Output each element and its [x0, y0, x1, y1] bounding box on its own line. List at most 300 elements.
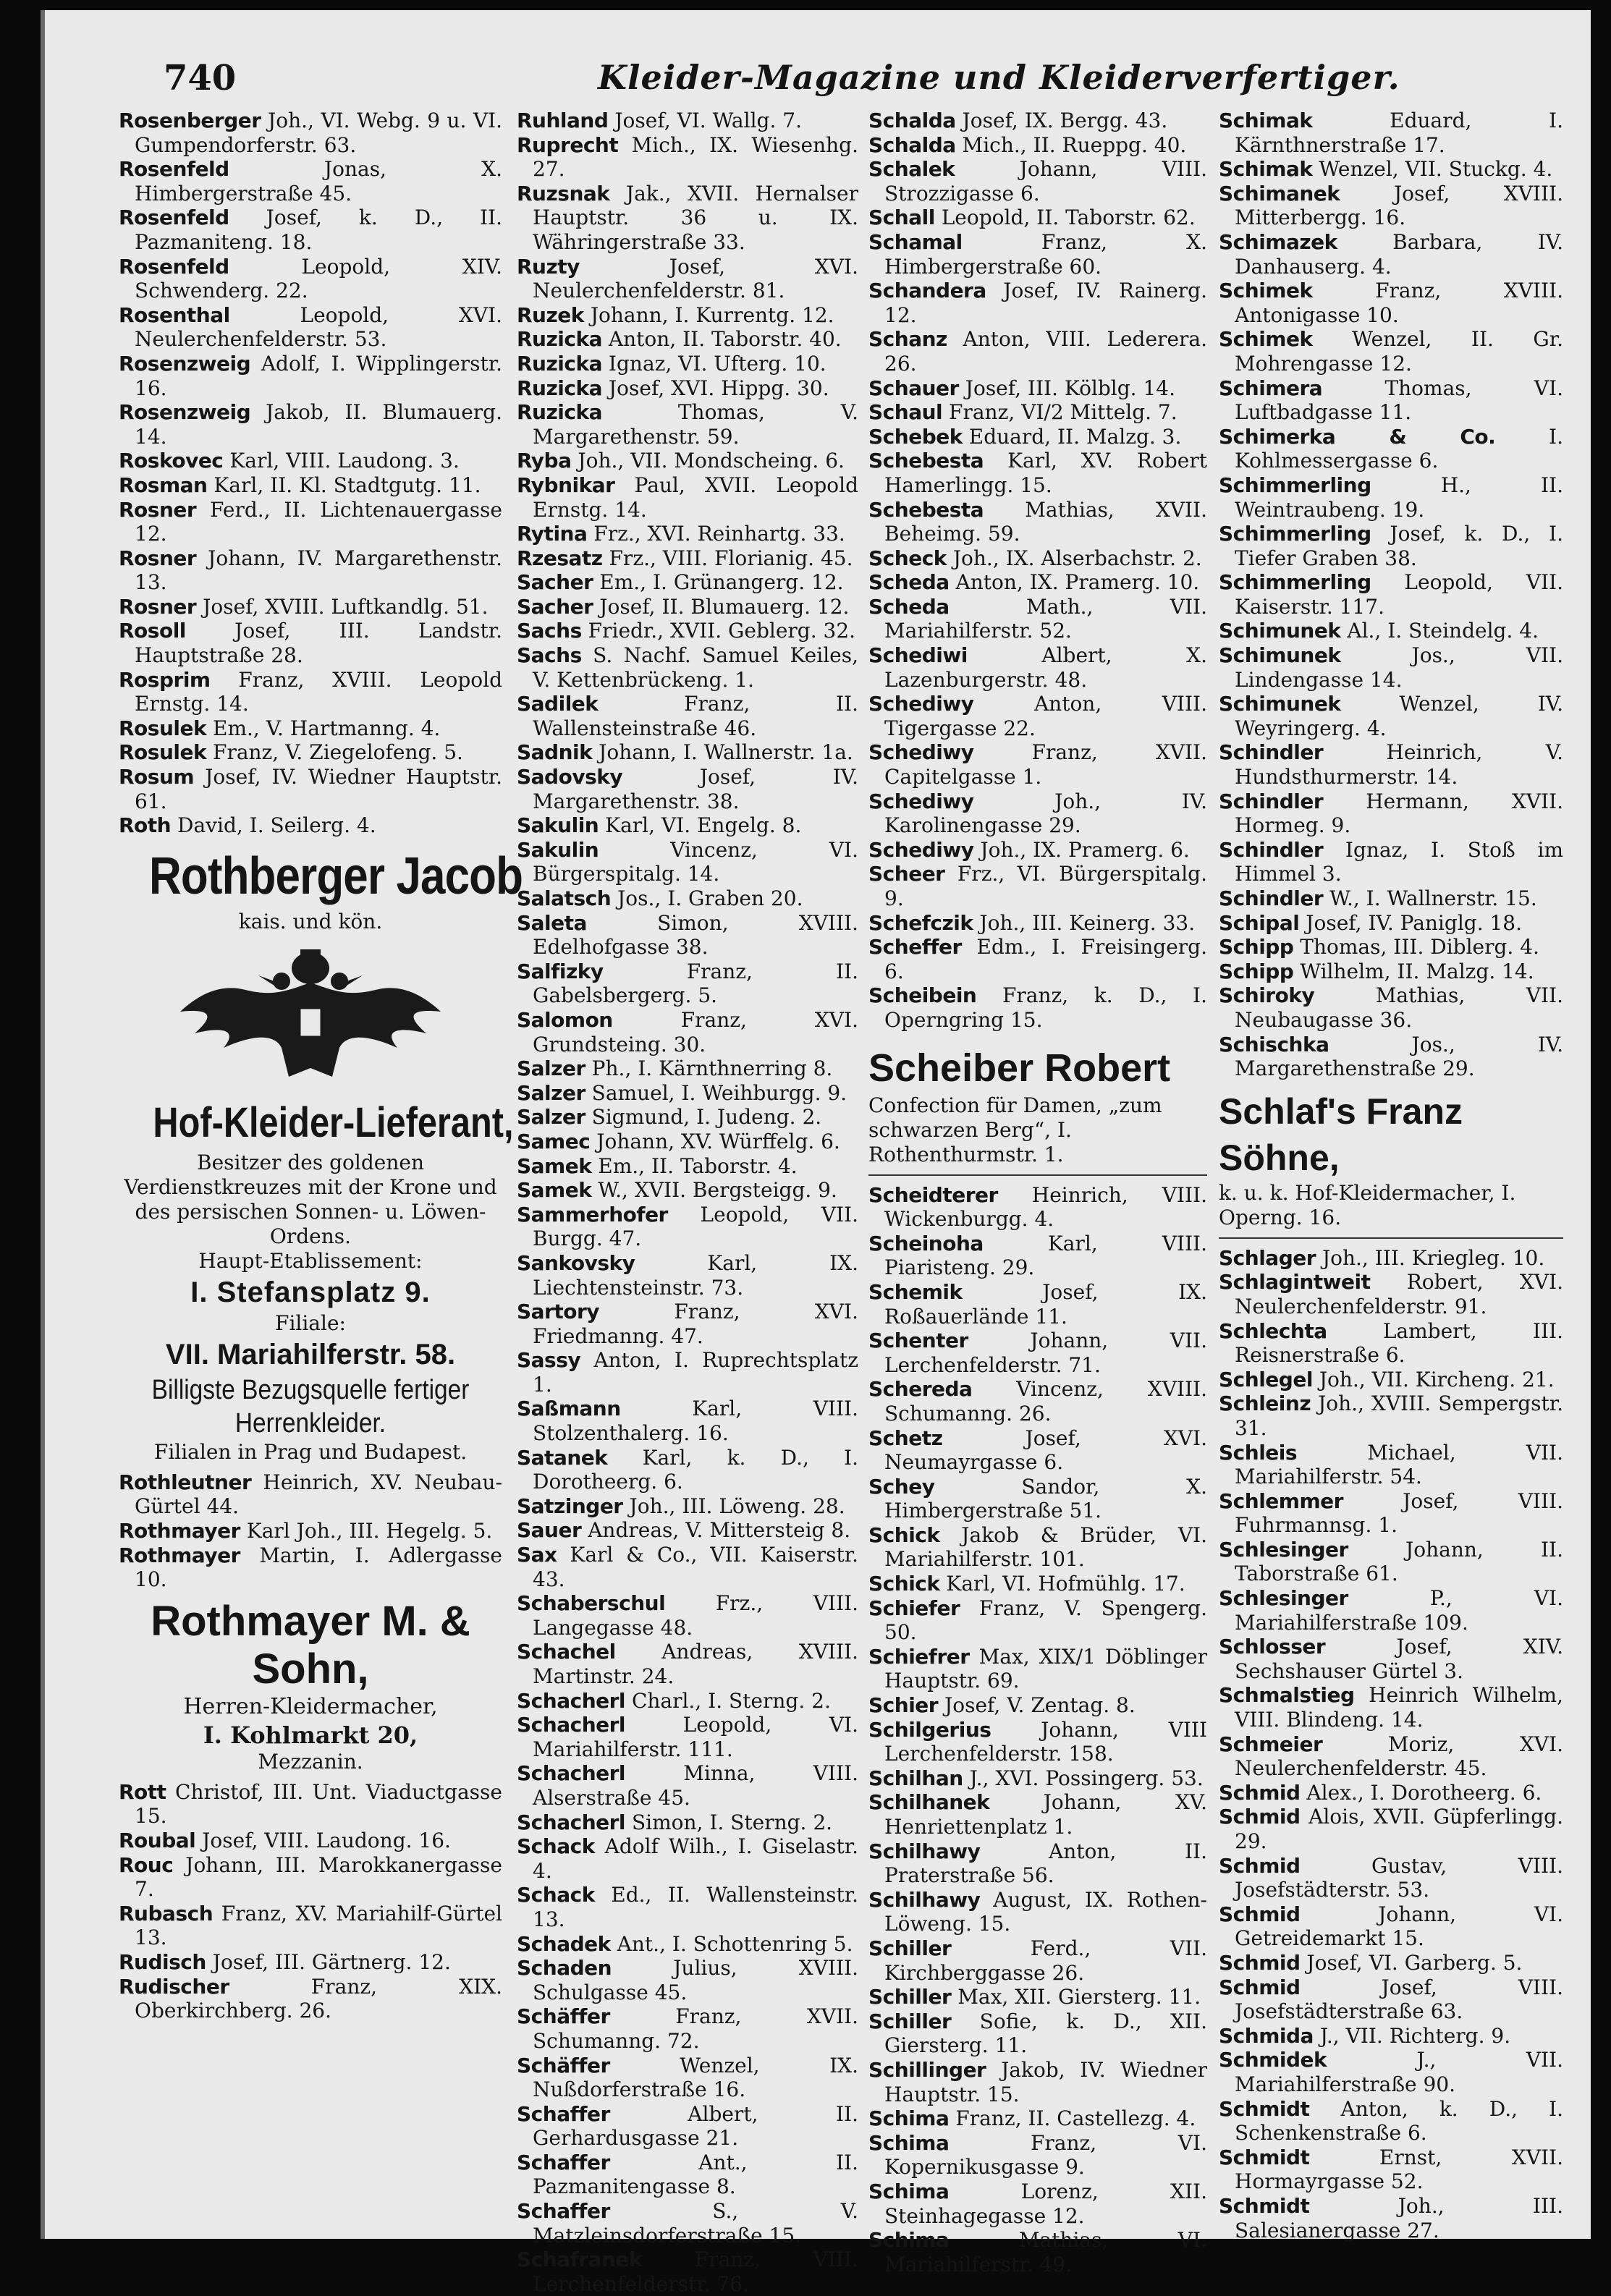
entry-address: Johann, IV. Margarethenstr. 13. — [135, 546, 503, 595]
entry-address: Franz, II. Wallensteinstraße 46. — [533, 692, 858, 740]
entry-name: Schadek — [517, 1931, 611, 1956]
directory-entry — [1219, 935, 1563, 960]
directory-entry — [517, 2151, 858, 2199]
entry-name: Schima — [868, 2179, 950, 2203]
entry-name: Schimanek — [1219, 181, 1340, 206]
directory-entry — [868, 1475, 1207, 1523]
directory-entry — [517, 133, 858, 182]
entry-name: Scheck — [868, 546, 947, 570]
entry-name: Rosenberger — [119, 109, 261, 132]
entry-address: Jak., XVII. Hernalser Hauptstr. 36 u. IX. Währingerstraße 33. — [533, 181, 858, 254]
entry-name: Ruzicka — [517, 351, 603, 376]
entry-name: Schanz — [868, 327, 947, 352]
entry-address: Anton, II. Taborstr. 40. — [608, 327, 842, 352]
directory-entry — [868, 862, 1207, 910]
entry-address: Ignaz, VI. Ufterg. 10. — [608, 351, 826, 376]
entry-address: Thomas, III. Diblerg. 4. — [1300, 935, 1539, 960]
entry-address: Frz., XVI. Reinhartg. 33. — [593, 522, 845, 546]
entry-address: August, IX. Rothen-Löweng. 15. — [884, 1887, 1208, 1936]
entry-address: Karl, IX. Liechtensteinstr. 73. — [533, 1250, 858, 1300]
advert-tagline: Billigste Bezugsquelle fertiger Herrenkleider. — [151, 1374, 470, 1439]
entry-address: Heinrich, XV. Neubau-Gürtel 44. — [135, 1470, 502, 1519]
directory-entry — [517, 643, 858, 692]
entry-address: Alex., I. Dorotheerg. 6. — [1306, 1780, 1542, 1805]
entry-name: Schmida — [1219, 2023, 1314, 2048]
entry-address: Karl, VIII. Piaristeng. 29. — [884, 1231, 1207, 1280]
entry-address: J., VII. Mariahilferstraße 90. — [1235, 2048, 1563, 2096]
entry-name: Schaffer — [517, 2101, 610, 2126]
entry-address: Michael, VII. Mariahilferstr. 54. — [1235, 1440, 1563, 1489]
entry-name: Schimek — [1219, 279, 1313, 303]
entry-address: Vincenz, XVIII. Schumanng. 26. — [884, 1377, 1208, 1426]
entry-address: S., V. Matzleinsdorferstraße 15. — [533, 2199, 858, 2248]
directory-entry — [517, 376, 858, 401]
entry-address: Simon, XVIII. Edelhofgasse 38. — [533, 910, 858, 960]
entry-address: Charl., I. Sterng. 2. — [631, 1688, 831, 1713]
entry-name: Schaffer — [517, 2150, 610, 2174]
directory-entry — [517, 2004, 858, 2053]
directory-entry — [1219, 1781, 1563, 1805]
advert-text: k. u. k. Hof-Kleidermacher, I. Operng. 16. — [1219, 1180, 1516, 1229]
entry-name: Schefczik — [868, 910, 973, 935]
entry-name: Schaden — [517, 1956, 612, 1981]
entry-name: Rubasch — [119, 1901, 213, 1926]
advert-title: Herren-Kleidermacher, — [183, 1693, 438, 1719]
advert-text: Confection für Damen, „zum schwarzen Berg“, I. Rothenthurmstr. 1. — [868, 1093, 1162, 1166]
entry-address: Karl, VI. Engelg. 8. — [605, 813, 802, 838]
directory-entry — [868, 376, 1207, 401]
directory-entry — [1219, 376, 1563, 425]
directory-entry — [119, 303, 502, 352]
entry-address: Karl & Co., VII. Kaiserstr. 43. — [533, 1543, 859, 1591]
entry-name: Schauer — [868, 376, 959, 400]
entry-name: Schalda — [868, 109, 956, 132]
entry-name: Rosenzweig — [119, 400, 251, 425]
entry-address: H., II. Weintraubeng. 19. — [1235, 473, 1564, 522]
directory-entry — [517, 1956, 858, 2004]
entry-list — [868, 1183, 1207, 2277]
directory-entry — [119, 400, 502, 449]
entry-address: W., I. Wallnerstr. 15. — [1329, 886, 1537, 910]
directory-entry — [517, 1130, 858, 1154]
directory-entry — [1219, 983, 1563, 1032]
entry-address: Josef, IV. Paniglg. 18. — [1306, 910, 1523, 935]
directory-entry — [1219, 2097, 1563, 2145]
directory-entry — [517, 813, 858, 838]
entry-address: Heinrich, VIII. Wickenburgg. 4. — [884, 1182, 1208, 1232]
entry-address: Karl, II. Kl. Stadtgutg. 11. — [213, 473, 481, 497]
directory-entry — [868, 279, 1207, 327]
directory-entry — [1219, 1975, 1563, 2024]
entry-address: Em., V. Hartmanng. 4. — [213, 716, 441, 740]
entry-address: Max, XII. Giersterg. 11. — [957, 1985, 1201, 2009]
advert-name: Schlaf's Franz Söhne, — [1219, 1090, 1463, 1178]
entry-name: Schlegel — [1219, 1367, 1313, 1391]
entry-address: Johann, I. Wallnerstr. 1a. — [599, 740, 853, 765]
entry-name: Schipp — [1219, 935, 1294, 960]
entry-address: Andreas, V. Mittersteig 8. — [588, 1518, 851, 1543]
directory-entry — [868, 1839, 1207, 1888]
entry-name: Schimak — [1219, 157, 1313, 182]
entry-name: Rosum — [119, 765, 195, 789]
entry-address: P., VI. Mariahilferstraße 109. — [1235, 1586, 1563, 1635]
entry-address: Josef, III. Gärtnerg. 12. — [212, 1949, 451, 1974]
entry-name: Rosenfeld — [119, 157, 229, 182]
entry-address: Joh., XVIII. Sempergstr. 31. — [1235, 1391, 1564, 1440]
entry-address: Josef, VI. Wallg. 7. — [614, 109, 802, 132]
entry-name: Schacherl — [517, 1761, 626, 1786]
entry-name: Roskovec — [119, 449, 224, 473]
directory-entry — [868, 643, 1207, 692]
entry-address: Franz, XVIII. Leopold Ernstg. 14. — [135, 667, 502, 716]
entry-address: Joh., III. Löweng. 28. — [629, 1494, 845, 1518]
entry-name: Rouc — [119, 1852, 174, 1877]
entry-name: Schmidt — [1219, 2145, 1310, 2169]
directory-entry — [119, 1950, 502, 1975]
entry-name: Schilhanek — [868, 1790, 990, 1815]
entry-address: Franz, XIX. Oberkirchberg. 26. — [135, 1974, 502, 2023]
entry-name: Sachs — [517, 643, 582, 668]
entry-name: Salzer — [517, 1105, 585, 1130]
directory-entry — [517, 1932, 858, 1957]
entry-name: Schiroky — [1219, 983, 1315, 1008]
directory-entry — [119, 619, 502, 667]
directory-entry — [868, 2179, 1207, 2228]
entry-address: Joh., VII. Kircheng. 21. — [1319, 1367, 1555, 1391]
directory-entry — [517, 740, 858, 765]
divider — [868, 1174, 1207, 1176]
entry-address: Josef, V. Zentag. 8. — [944, 1693, 1136, 1718]
entry-address: Franz, XVIII. Antonigasse 10. — [1235, 279, 1564, 327]
entry-address: Josef, IV. Margarethenstr. 38. — [533, 765, 858, 813]
directory-entry — [517, 1883, 858, 1931]
entry-address: Franz, V. Ziegelofeng. 5. — [213, 740, 463, 765]
entry-address: J., XVI. Possingerg. 53. — [969, 1766, 1204, 1790]
entry-name: Schalda — [868, 132, 956, 157]
entry-address: Em., II. Taborstr. 4. — [598, 1153, 798, 1178]
directory-entry — [119, 1853, 502, 1902]
directory-entry — [1219, 2194, 1563, 2242]
column-4 — [1219, 109, 1564, 2242]
entry-address: Thomas, V. Margarethenstr. 59. — [533, 400, 858, 449]
entry-name: Salzer — [517, 1056, 585, 1081]
entry-name: Schima — [868, 2228, 950, 2253]
entry-name: Schiller — [868, 1985, 952, 2009]
entry-name: Scheda — [868, 594, 950, 619]
entry-name: Schandera — [868, 279, 986, 303]
entry-address: Franz, V. Spengerg. 50. — [884, 1596, 1207, 1645]
entry-address: Ant., I. Schottenring 5. — [617, 1931, 853, 1956]
entry-address: Julius, XVIII. Schulgasse 45. — [533, 1956, 859, 2004]
entry-address: Wilhelm, II. Malzg. 14. — [1300, 959, 1534, 983]
advert-description: Besitzer des goldenen Verdienstkreuzes mit der Krone und des persischen Sonnen- u. Löwen-Ordens. — [124, 1150, 497, 1248]
directory-entry — [517, 1713, 858, 1761]
entry-name: Schmeier — [1219, 1732, 1323, 1756]
entry-name: Schenter — [868, 1329, 968, 1353]
entry-name: Schemik — [868, 1279, 963, 1304]
entry-address: Joh., III. Salesianergasse 27. — [1235, 2193, 1563, 2242]
entry-name: Rosenthal — [119, 302, 230, 327]
directory-entry — [1219, 279, 1563, 327]
entry-address: Frz., VI. Bürgerspitalg. 9. — [884, 862, 1207, 910]
entry-name: Schier — [868, 1693, 939, 1718]
directory-entry — [868, 935, 1207, 983]
entry-name: Schmid — [1219, 1805, 1301, 1829]
entry-name: Rosner — [119, 546, 197, 570]
entry-address: Andreas, XVIII. Martinstr. 24. — [533, 1640, 859, 1688]
entry-address: Karl, VIII. Stolzenthalerg. 16. — [533, 1397, 858, 1446]
directory-entry — [517, 1834, 858, 1883]
entry-name: Ruzicka — [517, 327, 603, 352]
entry-name: Schilhawy — [868, 1839, 981, 1863]
directory-entry — [868, 1693, 1207, 1718]
directory-entry — [1219, 1902, 1563, 1951]
directory-entry — [517, 1518, 858, 1543]
entry-address: Franz, VIII. Lerchenfelderstr. 76. — [533, 2248, 858, 2296]
entry-address: Josef, IV. Wiedner Hauptstr. 61. — [135, 765, 502, 813]
entry-address: Leopold, XVI. Neulerchenfelderstr. 53. — [135, 302, 502, 352]
entry-address: Math., VII. Mariahilferstr. 52. — [884, 594, 1207, 643]
entry-address: S. Nachf. Samuel Keiles, V. Kettenbrückeng. 1. — [533, 643, 858, 692]
directory-entry — [517, 1105, 858, 1130]
entry-name: Satanek — [517, 1445, 608, 1470]
directory-entry — [1219, 1489, 1563, 1538]
entry-name: Samek — [517, 1153, 592, 1178]
entry-name: Schafranek — [517, 2248, 643, 2272]
entry-name: Schimmerling — [1219, 473, 1371, 497]
entry-name: Schindler — [1219, 789, 1324, 813]
entry-name: Schipal — [1219, 910, 1300, 935]
entry-name: Scheda — [868, 570, 950, 595]
entry-address: Franz, X. Himbergerstraße 60. — [884, 229, 1207, 279]
advert-main-address: I. Stefansplatz 9. — [190, 1276, 431, 1308]
directory-entry — [517, 255, 858, 303]
entry-name: Salzer — [517, 1080, 585, 1105]
directory-entry — [1219, 1635, 1563, 1683]
entry-name: Sachs — [517, 619, 582, 643]
directory-entry — [517, 1689, 858, 1713]
entry-name: Ruprecht — [517, 132, 619, 157]
entry-name: Schilgerius — [868, 1717, 991, 1742]
entry-name: Schindler — [1219, 740, 1324, 765]
directory-entry — [1219, 473, 1563, 522]
entry-name: Sadilek — [517, 692, 599, 716]
entry-name: Schiefrer — [868, 1644, 970, 1669]
directory-entry — [517, 1446, 858, 1494]
directory-entry — [1219, 1033, 1563, 1081]
entry-name: Schimazek — [1219, 229, 1337, 254]
entry-name: Schima — [868, 2106, 950, 2131]
entry-name: Schimera — [1219, 376, 1323, 400]
entry-name: Schilhan — [868, 1766, 963, 1790]
entry-name: Schmid — [1219, 1950, 1301, 1975]
entry-address: Sandor, X. Himbergerstraße 51. — [884, 1474, 1207, 1523]
entry-name: Salomon — [517, 1007, 613, 1032]
entry-name: Schmid — [1219, 1780, 1301, 1805]
entry-address: Thomas, VI. Luftbadgasse 11. — [1235, 376, 1563, 425]
entry-name: Schimmerling — [1219, 522, 1371, 546]
directory-entry — [1219, 1854, 1563, 1902]
entry-name: Sakulin — [517, 813, 599, 838]
entry-name: Rosulek — [119, 740, 207, 765]
entry-address: Sofie, k. D., XII. Giersterg. 11. — [884, 2009, 1207, 2058]
directory-entry — [1219, 2048, 1563, 2096]
entry-name: Salfizky — [517, 959, 604, 983]
directory-entry — [868, 425, 1207, 449]
entry-address: Frz., VIII. Florianig. 45. — [609, 546, 853, 570]
entry-name: Schindler — [1219, 886, 1324, 910]
directory-entry — [868, 595, 1207, 643]
entry-address: Alois, XVII. Güpferlingg. 29. — [1235, 1805, 1563, 1853]
directory-entry — [1219, 960, 1563, 984]
entry-list — [119, 1470, 502, 1592]
entry-address: David, I. Seilerg. 4. — [177, 813, 376, 838]
entry-address: Franz, II. Gabelsbergerg. 5. — [533, 959, 858, 1008]
directory-entry — [517, 2102, 858, 2151]
entry-name: Schillinger — [868, 2057, 986, 2082]
directory-entry — [1219, 740, 1563, 789]
entry-address: Franz, VI. Kopernikusgasse 9. — [884, 2130, 1207, 2179]
entry-address: Jakob, II. Blumauerg. 14. — [135, 400, 502, 449]
entry-name: Ruzicka — [517, 376, 603, 400]
directory-entry — [1219, 1586, 1563, 1635]
entry-name: Schimunek — [1219, 692, 1341, 716]
advert-branches: Filialen in Prag und Budapest. — [153, 1439, 468, 1464]
entry-address: Joh., III. Keinerg. 33. — [979, 910, 1196, 935]
directory-entry — [119, 1902, 502, 1950]
entry-address: Martin, I. Adlergasse 10. — [135, 1543, 502, 1592]
entry-name: Scheer — [868, 862, 945, 886]
entry-address: Josef, IV. Rainerg. 12. — [884, 279, 1208, 327]
directory-entry — [119, 668, 502, 716]
entry-address: Ernst, XVII. Hormayrgasse 52. — [1235, 2145, 1563, 2194]
entry-name: Saleta — [517, 910, 587, 935]
directory-entry — [119, 813, 502, 838]
directory-entry — [119, 498, 502, 546]
entry-name: Rosman — [119, 473, 208, 497]
entry-address: Karl Joh., III. Hegelg. 5. — [246, 1519, 493, 1543]
directory-entry — [868, 1280, 1207, 1329]
entry-name: Schimunek — [1219, 643, 1341, 668]
directory-entry — [517, 838, 858, 886]
entry-name: Schleinz — [1219, 1391, 1311, 1416]
entry-name: Sartory — [517, 1300, 600, 1324]
entry-name: Schediwy — [868, 837, 974, 862]
directory-entry — [1219, 1732, 1563, 1781]
directory-entry — [517, 1810, 858, 1835]
directory-entry — [868, 206, 1207, 230]
entry-address: Lambert, III. Reisnerstraße 6. — [1235, 1318, 1563, 1368]
entry-address: Christof, III. Unt. Viaductgasse 15. — [135, 1779, 502, 1829]
advert-floor: Mezzanin. — [258, 1749, 363, 1774]
directory-entry — [517, 1640, 858, 1688]
advert-main-label: Haupt-Etablissement: — [198, 1248, 423, 1273]
directory-entry — [1219, 619, 1563, 643]
directory-entry — [868, 1183, 1207, 1232]
advert-rothberger — [119, 844, 523, 1465]
entry-address: Wenzel, IV. Weyringerg. 4. — [1235, 692, 1564, 740]
directory-entry — [119, 1543, 502, 1592]
entry-name: Ruzicka — [517, 400, 603, 425]
entry-address: Albert, II. Gerhardusgasse 21. — [533, 2101, 858, 2151]
entry-address: Leopold, XIV. Schwenderg. 22. — [135, 254, 502, 303]
entry-name: Sassy — [517, 1348, 581, 1373]
directory-entry — [517, 765, 858, 813]
directory-entry — [1219, 1319, 1563, 1368]
directory-entry — [119, 1975, 502, 2023]
entry-address: Wenzel, II. Gr. Mohrengasse 12. — [1235, 327, 1563, 376]
entry-address: Anton, II. Praterstraße 56. — [884, 1839, 1207, 1888]
entry-name: Schamal — [868, 229, 963, 254]
divider — [1219, 1237, 1563, 1239]
entry-name: Schiller — [868, 1936, 952, 1960]
entry-address: Max, XIX/1 Döblinger Hauptstr. 69. — [884, 1644, 1207, 1693]
directory-entry — [868, 133, 1207, 158]
entry-name: Scheinoha — [868, 1231, 984, 1255]
directory-entry — [517, 692, 858, 740]
entry-name: Schick — [868, 1572, 940, 1596]
entry-name: Schick — [868, 1522, 940, 1547]
entry-address: Mathias, XVII. Beheimg. 59. — [884, 497, 1207, 546]
directory-entry — [868, 1596, 1207, 1645]
directory-entry — [1219, 570, 1563, 619]
entry-name: Rosprim — [119, 667, 211, 692]
advert-schlaf — [1219, 1088, 1563, 1230]
entry-name: Schlager — [1219, 1245, 1316, 1270]
directory-entry — [517, 1081, 858, 1106]
directory-entry — [119, 206, 502, 254]
directory-entry — [868, 2131, 1207, 2179]
directory-entry — [119, 1519, 502, 1543]
directory-entry — [517, 303, 858, 328]
entry-name: Schleis — [1219, 1440, 1298, 1465]
directory-entry — [517, 109, 858, 133]
entry-address: Josef, VIII. Laudong. 16. — [202, 1828, 451, 1852]
entry-address: Adolf, I. Wipplingerstr. 16. — [135, 351, 502, 400]
directory-entry — [517, 1203, 858, 1251]
directory-entry — [1219, 1246, 1563, 1271]
advert-title: kais. und kön. — [238, 909, 383, 933]
directory-entry — [1219, 911, 1563, 936]
entry-address: Karl, XV. Robert Hamerlingg. 15. — [884, 449, 1207, 497]
directory-entry — [517, 1591, 858, 1640]
entry-list — [1219, 109, 1563, 1081]
entry-name: Schacherl — [517, 1810, 626, 1834]
entry-address: Josef, XVI. Hippg. 30. — [608, 376, 829, 400]
entry-name: Schlesinger — [1219, 1586, 1348, 1611]
entry-name: Schaberschul — [517, 1591, 666, 1616]
entry-address: Karl, VI. Hofmühlg. 17. — [946, 1572, 1185, 1596]
entry-name: Scheidterer — [868, 1182, 998, 1207]
directory-entry — [119, 255, 502, 303]
directory-entry — [1219, 1951, 1563, 1975]
directory-entry — [517, 546, 858, 571]
directory-entry — [868, 498, 1207, 546]
entry-address: Anton, VIII. Tigergasse 22. — [884, 692, 1208, 740]
entry-name: Sauer — [517, 1518, 582, 1543]
entry-list — [119, 109, 502, 838]
directory-entry — [868, 1936, 1207, 1985]
entry-address: Ph., I. Kärnthnerring 8. — [591, 1056, 833, 1081]
entry-name: Schall — [868, 206, 935, 230]
entry-address: Al., I. Steindelg. 4. — [1347, 619, 1539, 643]
entry-name: Schack — [517, 1834, 595, 1859]
directory-entry — [868, 2009, 1207, 2058]
directory-entry — [868, 838, 1207, 863]
entry-address: Minna, VIII. Alserstraße 45. — [533, 1761, 858, 1810]
entry-address: Franz, XV. Mariahilf-Gürtel 13. — [135, 1901, 502, 1950]
entry-address: Franz, XVI. Grundsteing. 30. — [533, 1007, 858, 1056]
